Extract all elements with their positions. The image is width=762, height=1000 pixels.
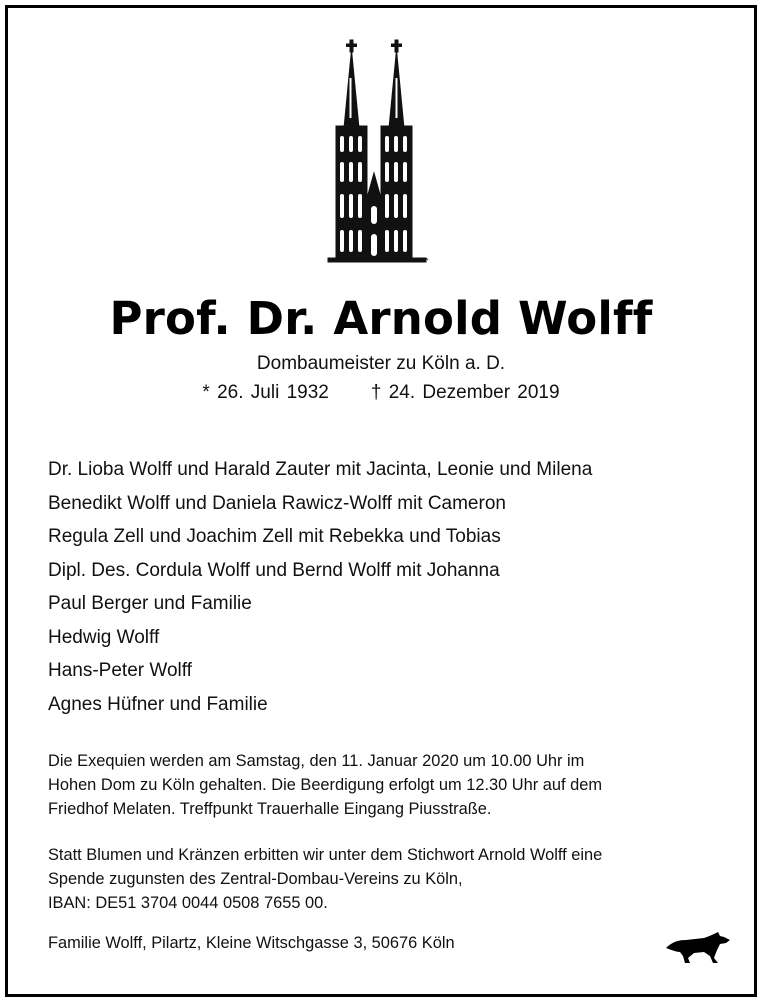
funeral-line: Friedhof Melaten. Treffpunkt Trauerhalle Eingang Piusstraße. bbox=[48, 800, 492, 818]
donation-iban: IBAN: DE51 3704 0044 0508 7655 00. bbox=[48, 894, 328, 912]
donation-line: Spende zugunsten des Zentral-Dombau-Vereins zu Köln, bbox=[48, 870, 463, 888]
wolf-silhouette-icon bbox=[664, 928, 732, 966]
mourner-line: Agnes Hüfner und Familie bbox=[48, 693, 268, 715]
donation-line: Statt Blumen und Kränzen erbitten wir unter dem Stichwort Arnold Wolff eine bbox=[48, 846, 603, 864]
funeral-line: Die Exequien werden am Samstag, den 11. Januar 2020 um 10.00 Uhr im bbox=[48, 752, 585, 770]
deceased-title: Dombaumeister zu Köln a. D. bbox=[256, 353, 506, 374]
mourners-list bbox=[48, 456, 728, 724]
donation-notice bbox=[48, 843, 714, 915]
mourner-line: Dipl. Des. Cordula Wolff und Bernd Wolff mit Johanna bbox=[48, 559, 500, 581]
birth-date: * 26. Juli 1932 bbox=[202, 382, 329, 403]
deceased-name: Prof. Dr. Arnold Wolff bbox=[109, 292, 653, 345]
family-address: Familie Wolff, Pilartz, Kleine Witschgasse 3, 50676 Köln bbox=[48, 934, 455, 952]
mourner-line: Regula Zell und Joachim Zell mit Rebekka und Tobias bbox=[48, 526, 501, 547]
cathedral-illustration bbox=[322, 38, 438, 268]
mourner-line: Dr. Lioba Wolff und Harald Zauter mit Jacinta, Leonie und Milena bbox=[48, 459, 593, 480]
funeral-notice bbox=[48, 749, 714, 821]
mourner-line: Hans-Peter Wolff bbox=[48, 660, 192, 681]
mourner-line: Hedwig Wolff bbox=[48, 626, 160, 648]
death-date: † 24. Dezember 2019 bbox=[370, 382, 560, 403]
mourner-line: Benedikt Wolff und Daniela Rawicz-Wolff mit Cameron bbox=[48, 492, 506, 514]
funeral-line: Hohen Dom zu Köln gehalten. Die Beerdigung erfolgt um 12.30 Uhr auf dem bbox=[48, 776, 602, 794]
life-dates bbox=[0, 382, 762, 404]
mourner-line: Paul Berger und Familie bbox=[48, 593, 252, 614]
